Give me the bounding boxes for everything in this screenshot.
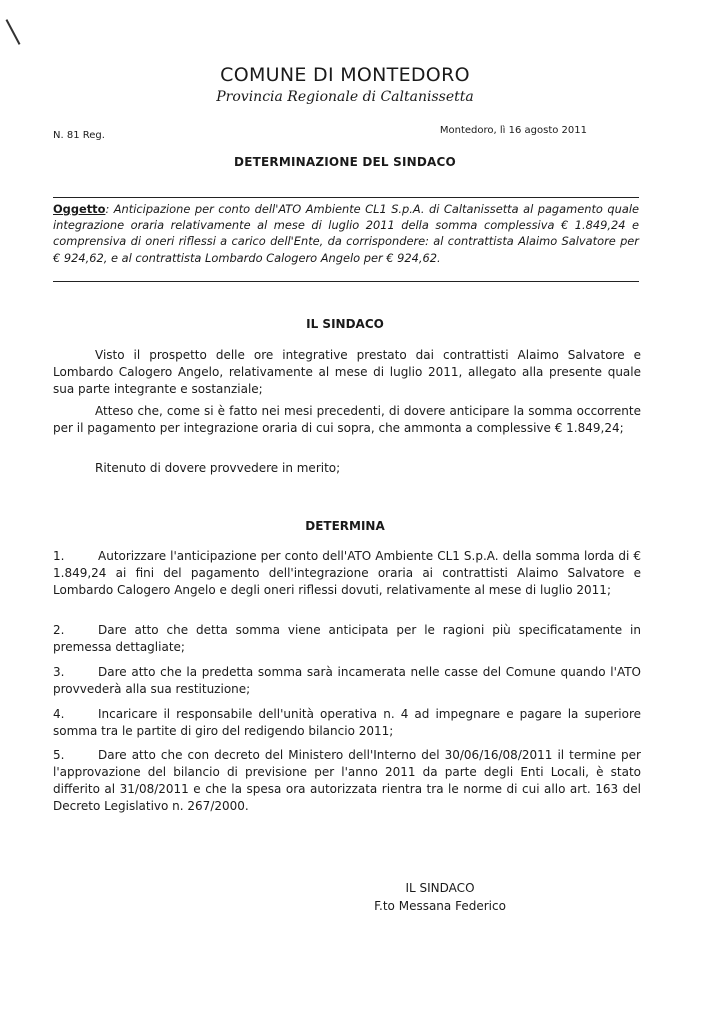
determination-item-4 — [53, 706, 641, 740]
determination-item-3 — [53, 664, 641, 698]
document-date: Montedoro, lì 16 agosto 2011 — [439, 125, 587, 136]
item-text: Incaricare il responsabile dell'unità operativa n. 4 ad impegnare e pagare la superiore somma tra le partite di giro del redigendo bilancio 2011; — [53, 707, 641, 738]
item-number: 1. — [53, 549, 65, 563]
item-text: Autorizzare l'anticipazione per conto dell'ATO Ambiente CL1 S.p.A. della somma lorda di € 1.849,24 ai fini del pagamento dell'integrazione oraria ai contrattisti Alaimo Salvatore e Lombardo Calogero Angelo e degli oneri riflessi dovuti, relativamente al mese di luglio 2011; — [53, 549, 641, 597]
signature-block — [360, 879, 520, 915]
registry-number: N. 81 Reg. — [53, 130, 105, 141]
signature-title: IL SINDACO — [405, 881, 475, 895]
item-number: 3. — [53, 665, 65, 679]
determina-heading: DETERMINA — [305, 519, 385, 533]
premise-atteso: Atteso che, come si è fatto nei mesi precedenti, di dovere anticipare la somma occorrente per il pagamento per integrazione oraria di cui sopra, che ammonta a complessive € 1.849,24; — [53, 404, 641, 435]
premise-visto: Visto il prospetto delle ore integrative prestato dai contrattisti Alaimo Salvatore e Lombardo Calogero Angelo, relativamente al mese di luglio 2011, allegato alla presente quale sua parte integrante e sostanziale; — [53, 348, 641, 396]
subject-block — [53, 201, 639, 266]
subject-text: : Anticipazione per conto dell'ATO Ambiente CL1 S.p.A. di Caltanissetta al pagamento quale integrazione oraria relativamente al mese di luglio 2011 della somma complessiva € 1.849,24 e comprensiva di oneri riflessi a carico dell'Ente, da corrispondere: al contrattista Alaimo Salvatore per € 924,62, e al contrattista Lombardo Calogero Angelo per € 924,62. — [53, 202, 639, 265]
item-number: 2. — [53, 623, 65, 637]
bottom-rule — [53, 281, 639, 282]
item-text: Dare atto che con decreto del Ministero dell'Interno del 30/06/16/08/2011 il termine per l'approvazione del bilancio di previsione per l'anno 2011 da parte degli Enti Locali, è stato differito al 31/08/2011 e che la spesa ora autorizzata rientra tra le norme di cui allo art. 163 del Decreto Legislativo n. 267/2000. — [53, 748, 641, 813]
mayor-heading: IL SINDACO — [306, 317, 384, 331]
item-text: Dare atto che detta somma viene anticipata per le ragioni più specificatamente in premessa dettagliate; — [53, 623, 641, 654]
municipality-title: COMUNE DI MONTEDORO — [220, 64, 470, 86]
item-text: Dare atto che la predetta somma sarà incamerata nelle casse del Comune quando l'ATO provvederà alla sua restituzione; — [53, 665, 641, 696]
document-title: DETERMINAZIONE DEL SINDACO — [234, 155, 456, 169]
premise-ritenuto: Ritenuto di dovere provvedere in merito; — [95, 461, 341, 475]
determination-item-1 — [53, 548, 641, 599]
signature-name: F.to Messana Federico — [374, 899, 506, 913]
determination-item-2 — [53, 622, 641, 656]
top-rule — [53, 197, 639, 198]
item-number: 4. — [53, 707, 65, 721]
item-number: 5. — [53, 748, 65, 762]
province-subtitle: Provincia Regionale di Caltanissetta — [216, 89, 474, 105]
pen-mark — [6, 19, 21, 45]
subject-label: Oggetto — [53, 202, 106, 216]
determination-item-5 — [53, 747, 641, 815]
